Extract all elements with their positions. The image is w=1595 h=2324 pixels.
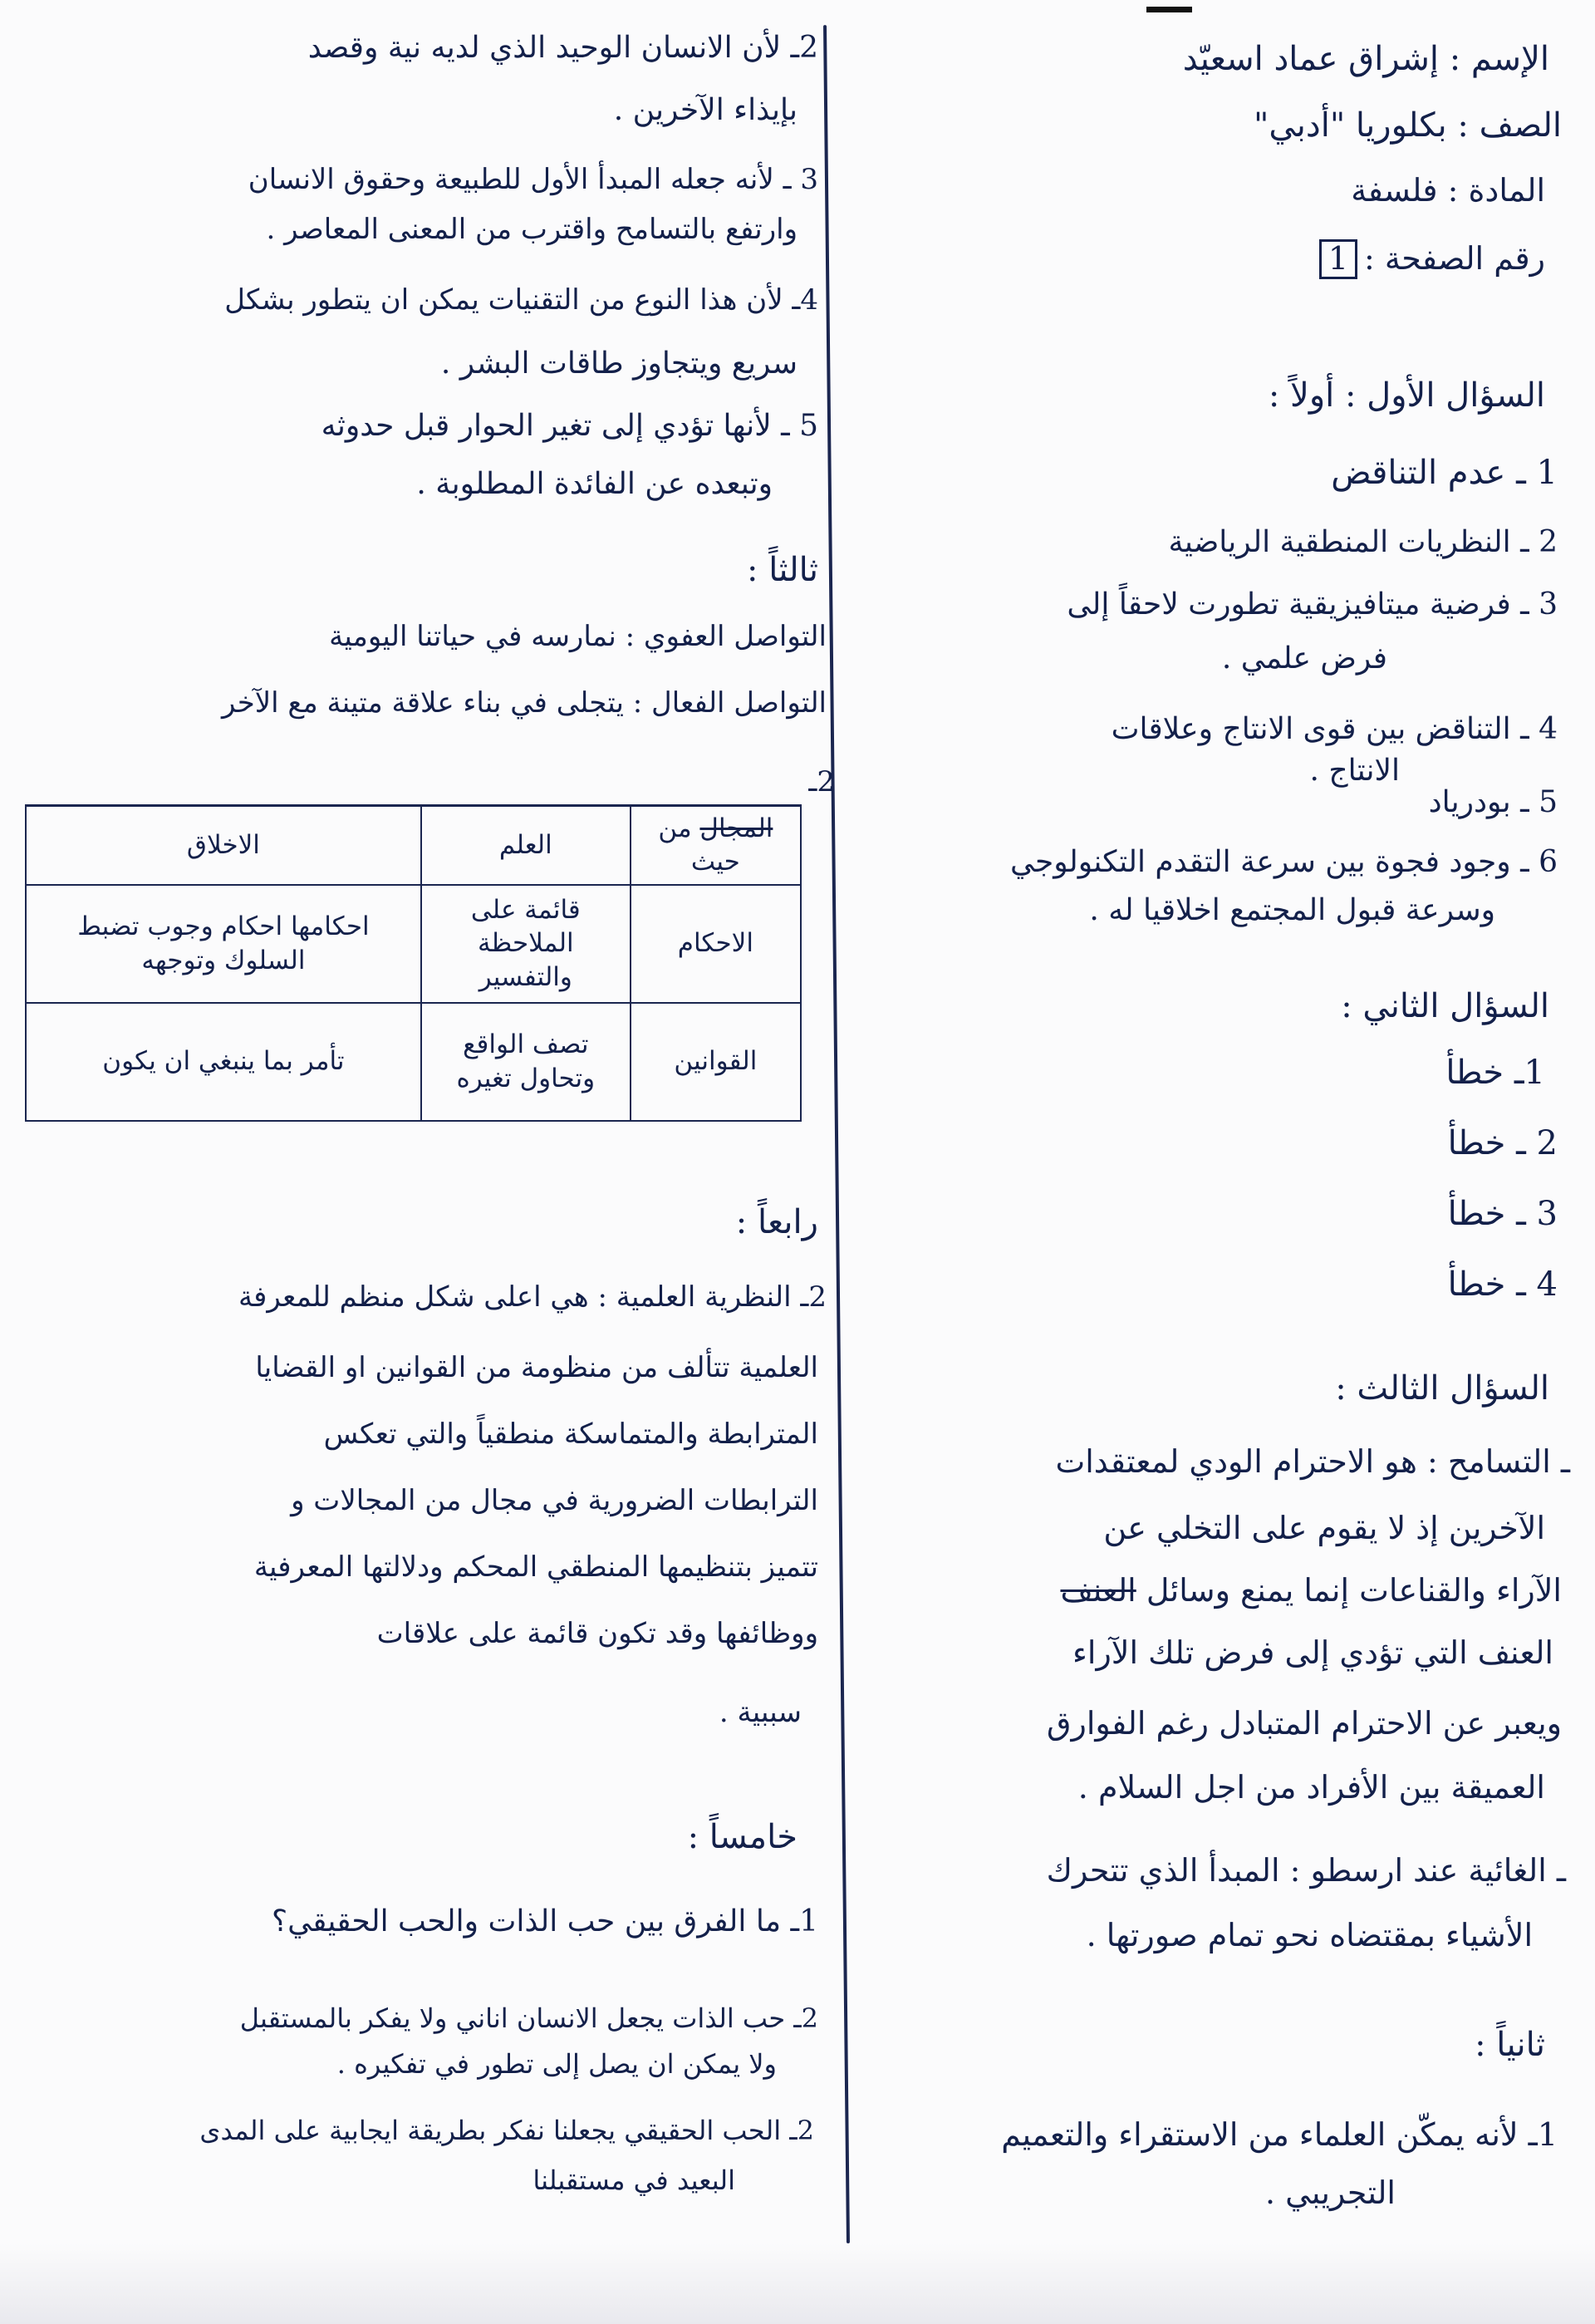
rabian-line-5: تتميز بتنظيمها المنطقي المحكم ودلالتها المعرفية	[253, 1550, 818, 1584]
q1-answer-1: 1 ـ عدم التناقض	[1331, 454, 1558, 492]
q3-tolerance-line-1: ـ التسامح : هو الاحترام الودي لمعتقدات	[1055, 1443, 1570, 1480]
reason-2: 2ـ لأن الانسان الوحيد الذي لديه نية وقصد	[307, 31, 818, 65]
rabian-line-4: الترابطات الضرورية في مجال من المجالات و	[291, 1484, 818, 1517]
table-cell-science-judgments: قائمة على الملاحظة والتفسير	[421, 885, 631, 1003]
q3-tolerance-line-2: الآخرين إذ لا يقوم على التخلي عن	[1103, 1510, 1545, 1546]
thanian-line-2: التجريبي .	[1265, 2174, 1396, 2211]
q2-heading: السؤال الثاني :	[1341, 987, 1549, 1025]
table-col-ethics: الاخلاق	[26, 806, 421, 885]
khamisan-line-1: 1ـ ما الفرق بين حب الذات والحب الحقيقي؟	[272, 1904, 818, 1938]
q1-answer-3-cont: فرض علمي .	[1221, 641, 1387, 676]
struck-word: العنف	[1060, 1572, 1136, 1609]
q1-answer-3: 3 ـ فرضية ميتافيزيقية تطورت لاحقاً إلى	[1067, 587, 1558, 622]
rabian-line-6: ووظائفها وقد تكون قائمة على علاقات	[376, 1617, 818, 1650]
table-cell-ethics-laws: تأمر بما ينبغي ان يكون	[26, 1003, 421, 1121]
table-row	[26, 885, 801, 1003]
reason-3-cont: وارتفع بالتسامح واقترب من المعنى المعاصر .	[266, 213, 798, 246]
reason-5-cont: وتبعده عن الفائدة المطلوبة .	[416, 467, 773, 501]
khamisan-heading: خامساً :	[687, 1818, 798, 1856]
khamisan-line-2: 2ـ حب الذات يجعل الانسان اناني ولا يفكر بالمستقبل	[239, 2002, 818, 2034]
q1-answer-6-cont: وسرعة قبول المجتمع اخلاقيا له .	[1089, 893, 1495, 927]
table-cell-science-laws: تصف الواقع وتحاول تغيره	[421, 1003, 631, 1121]
table-cell-ethics-judgments: احكامها احكام وجوب تضبط السلوك وتوجهه	[26, 885, 421, 1003]
q2-answer-3: 3 ـ خطأ	[1447, 1195, 1558, 1233]
q3-teleology-line-2: الأشياء بمقتضاه نحو تمام صورتها .	[1086, 1917, 1533, 1953]
spontaneous-communication: التواصل العفوي : نمارسه في حياتنا اليومية	[329, 620, 827, 653]
table-header-row	[26, 806, 801, 885]
student-name: الإسم : إشراق عماد اسعيّد	[1182, 40, 1549, 78]
q1-heading: السؤال الأول : أولاً :	[1268, 376, 1545, 415]
thalithan-heading: ثالثاً :	[747, 551, 818, 589]
student-class: الصف : بكلوريا "أدبي"	[1254, 106, 1562, 145]
science-ethics-table	[25, 804, 802, 1122]
reason-4: 4ـ لأن هذا النوع من التقنيات يمكن ان يتطور بشكل	[224, 283, 818, 317]
table-col-science: العلم	[421, 806, 631, 885]
page-number-box: 1	[1319, 239, 1357, 279]
table-corner-struck: المجال	[699, 813, 773, 843]
q3-tolerance-line-3	[1060, 1566, 1562, 1615]
khamisan-line-4: 2ـ الحب الحقيقي يجعلنا نفكر بطريقة ايجابية على المدى	[199, 2115, 814, 2146]
q1-answer-4: 4 ـ التناقض بين قوى الانتاج وعلاقات	[1111, 712, 1558, 746]
q3-heading: السؤال الثالث :	[1335, 1369, 1549, 1408]
q2-answer-4: 4 ـ خطأ	[1447, 1265, 1558, 1304]
khamisan-line-5: البعيد في مستقبلنا	[532, 2164, 735, 2196]
table-row-label-judgments: الاحكام	[631, 885, 801, 1003]
rabian-line-3: المترابطة والمتماسكة منطقياً والتي تعكس	[323, 1417, 818, 1451]
reason-4-cont: سريع ويتجاوز طاقات البشر .	[440, 346, 798, 381]
table-corner-label: من حيث	[658, 813, 740, 877]
subject-line: المادة : فلسفة	[1351, 172, 1545, 209]
q1-answer-4-cont: الانتاج .	[1309, 754, 1400, 788]
q2-answer-2: 2 ـ خطأ	[1447, 1124, 1558, 1162]
table-corner-cell	[631, 806, 801, 885]
page-number-line	[1319, 234, 1545, 283]
rabian-heading: رابعاً :	[735, 1203, 818, 1241]
page-number-label: رقم الصفحة :	[1364, 240, 1545, 277]
q3-tolerance-line-3-text: الآراء والقناعات إنما يمنع وسائل	[1146, 1572, 1562, 1609]
rabian-line-7: سببية .	[719, 1696, 802, 1729]
table-item-marker: 2ـ	[808, 765, 835, 798]
top-edge-mark	[1146, 7, 1192, 12]
q2-answer-1: 1ـ خطأ	[1445, 1054, 1545, 1092]
q3-tolerance-line-4: العنف التي تؤدي إلى فرض تلك الآراء	[1072, 1634, 1553, 1671]
reason-5: 5 ـ لأنها تؤدي إلى تغير الحوار قبل حدوثه	[321, 409, 818, 443]
thanian-line-1: 1ـ لأنه يمكّن العلماء من الاستقراء والتعميم	[1001, 2116, 1558, 2153]
rabian-line-1: 2ـ النظرية العلمية : هي اعلى شكل منظم للمعرفة	[238, 1280, 827, 1314]
paper-bottom-shadow	[0, 2243, 1595, 2324]
column-divider-line	[823, 25, 850, 2243]
q1-answer-2: 2 ـ النظريات المنطقية الرياضية	[1168, 525, 1558, 559]
khamisan-line-3: ولا يمكن ان يصل إلى تطور في تفكيره .	[336, 2048, 777, 2080]
q1-answer-6: 6 ـ وجود فجوة بين سرعة التقدم التكنولوجي	[1009, 845, 1558, 879]
q3-tolerance-line-5: ويعبر عن الاحترام المتبادل رغم الفوارق	[1047, 1705, 1562, 1742]
q3-teleology-line-1: ـ الغائية عند ارسطو : المبدأ الذي تتحرك	[1046, 1852, 1566, 1889]
table-row	[26, 1003, 801, 1121]
effective-communication: التواصل الفعال : يتجلى في بناء علاقة متينة مع الآخر	[221, 686, 827, 720]
thanian-heading: ثانياً :	[1475, 2026, 1545, 2064]
table-row-label-laws: القوانين	[631, 1003, 801, 1121]
reason-3: 3 ـ لأنه جعله المبدأ الأول للطبيعة وحقوق الانسان	[248, 163, 818, 196]
q3-tolerance-line-6: العميقة بين الأفراد من اجل السلام .	[1077, 1769, 1545, 1806]
q1-answer-5: 5 ـ بودرياد	[1428, 785, 1558, 819]
rabian-line-2: العلمية تتألف من منظومة من القوانين او القضايا	[255, 1351, 818, 1384]
reason-2-cont: بإيذاء الآخرين .	[613, 93, 798, 127]
